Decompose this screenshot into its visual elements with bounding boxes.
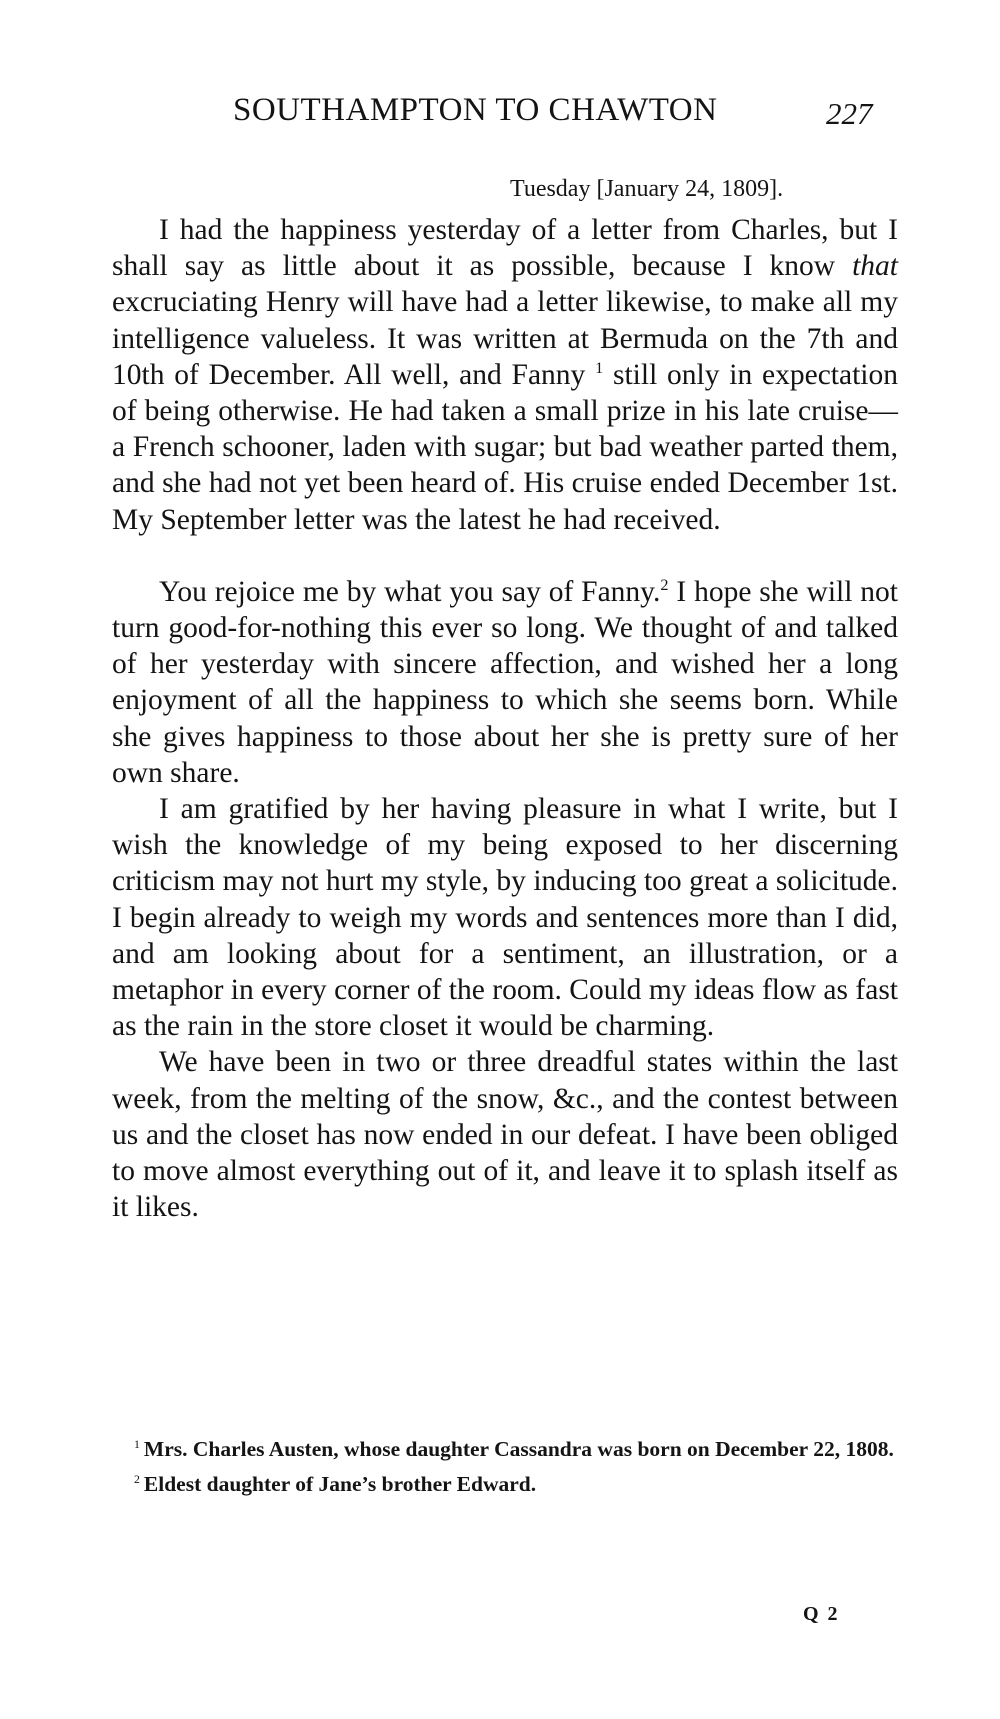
emphasis: that bbox=[852, 250, 898, 283]
footnote: $^1$ Mrs. Charles Austen, whose daughter Cassandra was born on December 22, 1808. bbox=[134, 1436, 894, 1461]
signature-mark: Q 2 bbox=[803, 1603, 840, 1625]
paragraph: I am gratified by her having pleasure in what I write, but I wish the knowledge of my being exposed to her discerning criticism may not hurt my style, by inducing too great a solicitude. I begin already to weigh my words and sentences more than I did, and am looking about for a sentiment, an illustration, or a metaphor in every corner of the room. Could my ideas flow as fast as the rain in the store closet it would be charming. bbox=[112, 793, 898, 1043]
page-number: 227 bbox=[826, 96, 873, 131]
footnote-ref-1: 1 bbox=[595, 358, 604, 377]
paragraph: I had the happiness yesterday of a letter from Charles, but I shall say as little about it as possible, because I know that excruciating Henry will have had a letter likewise, to make all my intelligence valueless. It was written at Bermuda on the 7th and 10th of December. All well, and Fanny $^1$ still only in expectation of being otherwise. He had taken a small prize in his late cruise—a French schooner, laden with sugar; but bad weather parted them, and she had not yet been heard of. His cruise ended December 1st. My September letter was the latest he had received. bbox=[112, 214, 898, 536]
footnote-marker: 2 bbox=[134, 1471, 140, 1486]
paragraph: We have been in two or three dreadful states within the last week, from the melting of the snow, &c., and the contest between us and the closet has now ended in our defeat. I have been obliged to move almost everything out of it, and leave it to splash itself as it likes. bbox=[112, 1046, 898, 1224]
page-header bbox=[0, 92, 1000, 142]
letter-dateline: Tuesday [January 24, 1809]. bbox=[510, 176, 784, 202]
letter-body bbox=[112, 212, 898, 1225]
footnotes bbox=[112, 1436, 898, 1498]
footnote-ref-2: 2 bbox=[660, 576, 669, 594]
footnote-marker: 1 bbox=[134, 1436, 140, 1451]
paragraph: You rejoice me by what you say of Fanny.$^2$ I hope she will not turn good-for-nothing this ever so long. We thought of and talked of her yesterday with sincere affection, and wished her a long enjoyment of all the happiness to which she seems born. While she gives happiness to those about her she is pretty sure of her own share. bbox=[112, 575, 898, 789]
running-title: SOUTHAMPTON TO CHAWTON bbox=[233, 92, 718, 128]
footnote: $^2$ Eldest daughter of Jane’s brother Edward. bbox=[134, 1471, 537, 1496]
